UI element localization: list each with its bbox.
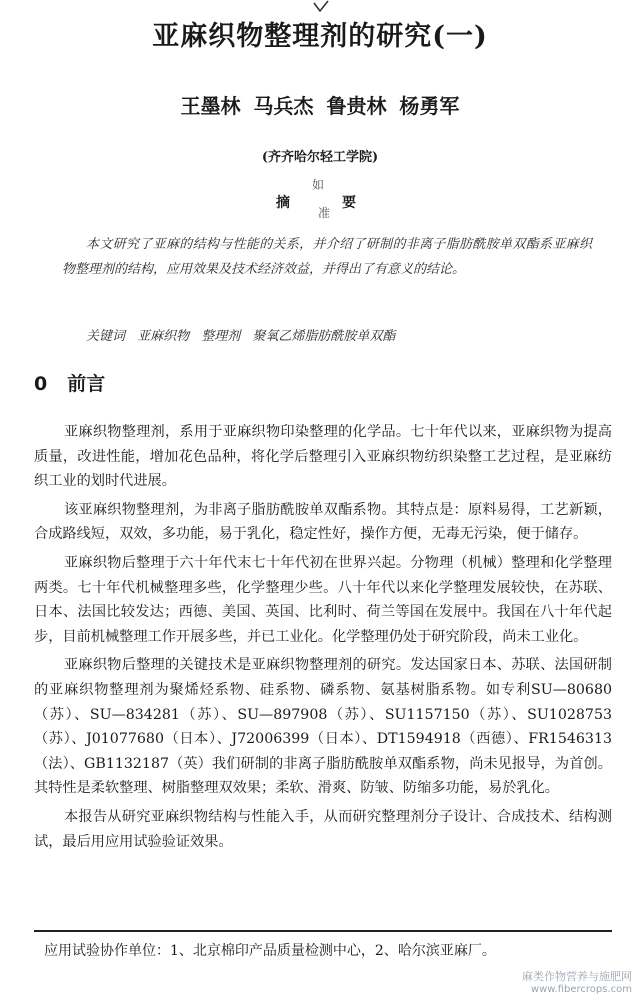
footnote: 应用试验协作单位：1、北京棉印产品质量检测中心，2、哈尔滨亚麻厂。 [44,943,496,959]
abstract-text: 本文研究了亚麻的结构与性能的关系，并介绍了研制的非离子脂肪酰胺单双酯系亚麻织物整理剂的结构，应用效果及技术经济效益，并得出了有意义的结论。 [62,237,592,277]
margin-stamp-bottom: 准 [318,206,331,220]
authors: 王墨林 马兵杰 鲁贵林 杨勇军 [180,94,460,118]
paper-title: 亚麻织物整理剂的研究(一) [152,21,488,52]
abstract-heading [272,178,372,220]
affiliation: (齐齐哈尔轻工学院) [261,150,379,165]
body-text [34,420,612,858]
section-heading [34,369,105,396]
paragraph: 该亚麻织物整理剂，为非离子脂肪酰胺单双酯系物。其特点是：原料易得，工艺新颖，合成路线短，双效，多功能，易于乳化，稳定性好，操作方便，无毒无污染，便于储存。 [34,501,612,543]
abstract-heading-left: 摘 [276,195,290,211]
watermark [522,970,632,996]
abstract-heading-right: 要 [342,195,356,211]
check-mark-icon [312,0,330,14]
section-title: 前言 [67,373,106,395]
paragraph: 本报告从研究亚麻织物结构与性能入手，从而研究整理剂分子设计、合成技术、结构测试，最后用应用试验验证效果。 [34,808,612,850]
paragraph: 亚麻织物整理剂，系用于亚麻织物印染整理的化学品。七十年代以来，亚麻织物为提高质量，改进性能，增加花色品种，将化学后整理引入亚麻织物纺织染整工艺过程，是亚麻纺织工业的划时代进展。 [34,424,612,490]
paragraph: 亚麻织物后整理于六十年代末七十年代初在世界兴起。分物理（机械）整理和化学整理两类。七十年代机械整理多些，化学整理少些。八十年代以来化学整理发展较快，在苏联、日本、法国比较发达；西德、美国、英国、比利时、荷兰等国在发展中。我国在八十年代起步，目前机械整理工作开展多些，并已工业化。化学整理仍处于研究阶段，尚未工业化。 [34,554,612,645]
watermark-url: www.fibercrops.com [530,984,632,995]
section-number: 0 [34,373,48,395]
paragraph: 亚麻织物后整理的关键技术是亚麻织物整理剂的研究。发达国家日本、苏联、法国研制的亚麻织物整理剂为聚烯烃系物、硅系物、磷系物、氨基树脂系物。如专利SU—80680（苏）、SU—834281（苏）、SU—897908（苏）、SU1157150（苏）、SU1028753（苏）、J01077680（日本）、J72006399（日本）、DT1594918（西德）、FR1546313（法）、GB1132187（英）我们研制的非离子脂肪酰胺单双酯系物，尚未见报导，为首创。其特性是柔软整理、树脂整理双效果；柔软、滑爽、防皱、防缩多功能，易於乳化。 [34,657,612,797]
footnote-divider [34,930,612,932]
watermark-text: 麻类作物营养与施肥网 [522,970,632,983]
margin-stamp-top: 如 [312,178,325,192]
keywords: 关键词 亚麻织物 整理剂 聚氧乙烯脂肪酰胺单双酯 [86,329,396,344]
